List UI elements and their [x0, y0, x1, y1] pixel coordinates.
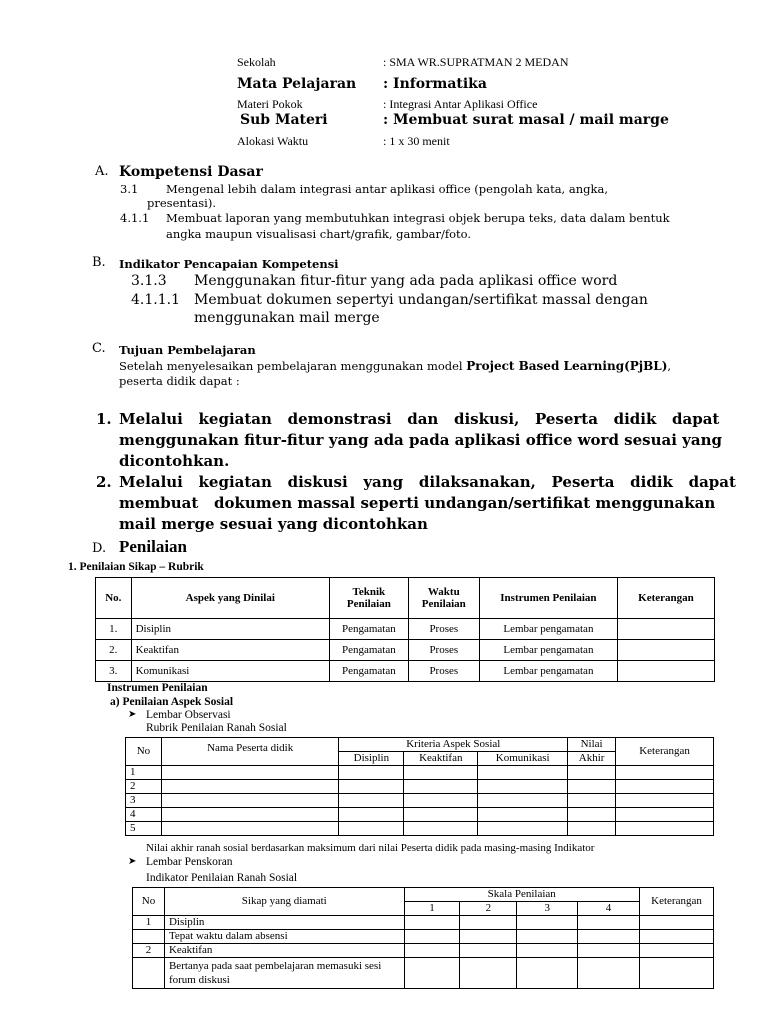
sekolah-label: Sekolah: [237, 55, 276, 69]
indikator-text: Membuat dokumen sepertyi undangan/sertifikat massal dengan: [194, 292, 648, 308]
section-title: Tujuan Pembelajaran: [119, 343, 256, 357]
table-cell: 2: [126, 780, 162, 794]
column-header: Waktu Penilaian: [408, 578, 479, 619]
table-cell: Disiplin: [164, 916, 404, 930]
table-cell: [568, 808, 616, 822]
arrow-bullet-icon: ➤: [128, 856, 137, 867]
indikator-number: 3.1.3: [131, 273, 167, 289]
table-cell: [568, 794, 616, 808]
table-row: [96, 640, 715, 661]
table-cell: [478, 794, 568, 808]
table-cell: 5: [126, 822, 162, 836]
column-header: Keterangan: [616, 738, 714, 766]
indikator-text: Menggunakan fitur-fitur yang ada pada aplikasi office word: [194, 273, 618, 289]
table-cell: [617, 619, 714, 640]
column-header: Kriteria Aspek Sosial: [339, 738, 568, 752]
tujuan-intro-text: Setelah menyelesaikan pembelajaran menggunakan model: [119, 359, 467, 373]
table-cell: [617, 661, 714, 682]
table-cell: Keaktifan: [131, 640, 329, 661]
table-cell: 4: [126, 808, 162, 822]
table-cell: Keaktifan: [164, 944, 404, 958]
kd-text: Mengenal lebih dalam integrasi antar aplikasi office (pengolah kata, angka,: [166, 182, 608, 196]
lembar-observasi-label: Lembar Observasi: [146, 709, 231, 721]
tujuan-model-name: Project Based Learning(PjBL): [466, 359, 668, 373]
table-row: [96, 661, 715, 682]
column-header: No: [126, 738, 162, 766]
table-cell: [578, 930, 640, 944]
table-cell: [460, 958, 517, 989]
table-row: [126, 822, 714, 836]
rubrik-label: Rubrik Penilaian Ranah Sosial: [146, 722, 287, 734]
table-cell: [161, 794, 338, 808]
column-header: Teknik Penilaian: [330, 578, 409, 619]
table-cell: [617, 640, 714, 661]
column-header: Instrumen Penilaian: [479, 578, 617, 619]
table-row: [133, 958, 714, 989]
nilai-akhir-note: Nilai akhir ranah sosial berdasarkan maksimum dari nilai Peserta didik pada masing-masing Indikator: [146, 842, 595, 854]
table-cell: [339, 808, 404, 822]
table-row: [126, 794, 714, 808]
table-cell: [478, 780, 568, 794]
alokasi-label: Alokasi Waktu: [237, 134, 309, 148]
column-header: Disiplin: [339, 752, 404, 766]
table-cell: [404, 822, 478, 836]
column-header: Komunikasi: [478, 752, 568, 766]
indikator-number: 4.1.1.1: [131, 292, 180, 308]
scale-header: 4: [578, 902, 640, 916]
materi-value: : Integrasi Antar Aplikasi Office: [383, 97, 538, 111]
table-cell: [517, 958, 578, 989]
section-title: Kompetensi Dasar: [119, 164, 263, 180]
indikator-text-cont: menggunakan mail merge: [194, 310, 380, 326]
table-cell: Komunikasi: [131, 661, 329, 682]
table-cell: Proses: [408, 661, 479, 682]
table-cell: [460, 916, 517, 930]
goal-line: dicontohkan.: [119, 452, 230, 470]
instrumen-title: Instrumen Penilaian: [107, 682, 208, 694]
table-row: [126, 780, 714, 794]
table-cell: [133, 930, 165, 944]
table-cell: [578, 944, 640, 958]
table-row: [133, 944, 714, 958]
table-cell: [568, 780, 616, 794]
lembar-penskoran-label: Lembar Penskoran: [146, 856, 233, 868]
table-cell: Bertanya pada saat pembelajaran memasuki sesi forum diskusi: [164, 958, 404, 989]
column-header: No: [133, 888, 165, 916]
goal-line: menggunakan fitur-fitur yang ada pada aplikasi office word sesuai yang: [119, 431, 722, 449]
rubrik-table: [95, 577, 715, 682]
mapel-value: : Informatika: [383, 76, 487, 92]
table-cell: 1.: [96, 619, 132, 640]
column-header: Keaktifan: [404, 752, 478, 766]
table-row: [133, 930, 714, 944]
instrumen-subtitle: a) Penilaian Aspek Sosial: [110, 696, 234, 708]
penskoran-table: [132, 887, 714, 989]
kd-number: 3.1: [120, 182, 139, 196]
table-cell: [161, 808, 338, 822]
alokasi-value: : 1 x 30 menit: [383, 134, 450, 148]
table-cell: 2: [133, 944, 165, 958]
table-header-row: [126, 738, 714, 752]
section-letter: B.: [92, 255, 106, 270]
table-cell: [404, 766, 478, 780]
column-header: Keterangan: [639, 888, 713, 916]
table-cell: [404, 944, 460, 958]
table-cell: Pengamatan: [330, 640, 409, 661]
kd-number: 4.1.1: [120, 211, 150, 225]
table-cell: [339, 794, 404, 808]
scale-header: 2: [460, 902, 517, 916]
table-cell: [404, 958, 460, 989]
table-cell: [616, 794, 714, 808]
goal-line: mail merge sesuai yang dicontohkan: [119, 515, 428, 533]
table-cell: [460, 930, 517, 944]
kd-text: Membuat laporan yang membutuhkan integrasi objek berupa teks, data dalam bentuk: [166, 211, 670, 225]
table-header-row: [96, 578, 715, 619]
section-letter: C.: [92, 341, 106, 356]
table-cell: Proses: [408, 640, 479, 661]
sekolah-value: : SMA WR.SUPRATMAN 2 MEDAN: [383, 55, 569, 69]
table-cell: [133, 958, 165, 989]
table-cell: 1: [133, 916, 165, 930]
column-header: Sikap yang diamati: [164, 888, 404, 916]
table-cell: [478, 808, 568, 822]
table-cell: Pengamatan: [330, 661, 409, 682]
column-header: Nilai: [568, 738, 616, 752]
table-row: [126, 766, 714, 780]
sub-materi-value: : Membuat surat masal / mail marge: [383, 112, 669, 128]
table-cell: [616, 822, 714, 836]
table-cell: Lembar pengamatan: [479, 619, 617, 640]
section-letter: D.: [92, 541, 107, 556]
subsection-title: 1. Penilaian Sikap – Rubrik: [68, 561, 204, 573]
table-header-row: [133, 888, 714, 902]
table-cell: [339, 822, 404, 836]
table-cell: [639, 930, 713, 944]
table-cell: [404, 916, 460, 930]
sub-materi-label: Sub Materi: [240, 112, 328, 128]
table-cell: [460, 944, 517, 958]
goal-line: Melalui kegiatan diskusi yang dilaksanakan, Peserta didik dapat: [119, 473, 736, 491]
table-cell: [478, 822, 568, 836]
table-cell: [639, 944, 713, 958]
table-cell: Proses: [408, 619, 479, 640]
tujuan-intro-comma: ,: [667, 359, 672, 373]
table-row: [133, 916, 714, 930]
table-cell: [568, 766, 616, 780]
column-header: Nama Peserta didik: [161, 738, 338, 766]
section-title: Penilaian: [119, 537, 188, 556]
column-header: Akhir: [568, 752, 616, 766]
section-title: Indikator Pencapaian Kompetensi: [119, 257, 339, 271]
table-cell: [339, 780, 404, 794]
table-cell: [616, 780, 714, 794]
mapel-label: Mata Pelajaran: [237, 76, 357, 92]
table-cell: [517, 916, 578, 930]
table-cell: [517, 944, 578, 958]
goal-number: 1.: [96, 410, 112, 428]
table-cell: Tepat waktu dalam absensi: [164, 930, 404, 944]
table-cell: [578, 916, 640, 930]
tujuan-intro-line2: peserta didik dapat :: [119, 374, 240, 388]
table-cell: [578, 958, 640, 989]
table-cell: [616, 808, 714, 822]
table-cell: [161, 822, 338, 836]
column-header: No.: [96, 578, 132, 619]
table-cell: [639, 916, 713, 930]
table-cell: 2.: [96, 640, 132, 661]
table-cell: [404, 930, 460, 944]
table-cell: [161, 780, 338, 794]
table-cell: [339, 766, 404, 780]
table-cell: 3: [126, 794, 162, 808]
scale-header: 1: [404, 902, 460, 916]
column-header: Skala Penilaian: [404, 888, 639, 902]
goal-line: membuat dokumen massal seperti undangan/sertifikat menggunakan: [119, 494, 716, 512]
table-cell: [616, 766, 714, 780]
table-cell: Lembar pengamatan: [479, 640, 617, 661]
table-cell: [478, 766, 568, 780]
table-cell: 1: [126, 766, 162, 780]
table-row: [96, 619, 715, 640]
table-cell: [161, 766, 338, 780]
kd-text-cont: presentasi).: [147, 196, 216, 210]
table-cell: Lembar pengamatan: [479, 661, 617, 682]
table-row: [126, 808, 714, 822]
materi-label: Materi Pokok: [237, 97, 303, 111]
table-cell: Disiplin: [131, 619, 329, 640]
table-cell: [404, 780, 478, 794]
tujuan-intro: [119, 359, 719, 373]
column-header: Aspek yang Dinilai: [131, 578, 329, 619]
kd-text-cont: angka maupun visualisasi chart/grafik, gambar/foto.: [166, 227, 472, 241]
table-cell: 3.: [96, 661, 132, 682]
section-letter: A.: [95, 164, 109, 179]
column-header: Keterangan: [617, 578, 714, 619]
table-cell: [404, 808, 478, 822]
scale-header: 3: [517, 902, 578, 916]
table-cell: Pengamatan: [330, 619, 409, 640]
observasi-table: [125, 737, 714, 836]
goal-line: Melalui kegiatan demonstrasi dan diskusi, Peserta didik dapat: [119, 410, 720, 428]
table-cell: [517, 930, 578, 944]
arrow-bullet-icon: ➤: [128, 709, 137, 720]
indikator-label: Indikator Penilaian Ranah Sosial: [146, 872, 298, 884]
table-cell: [639, 958, 713, 989]
table-cell: [568, 822, 616, 836]
table-cell: [404, 794, 478, 808]
goal-number: 2.: [96, 473, 112, 491]
